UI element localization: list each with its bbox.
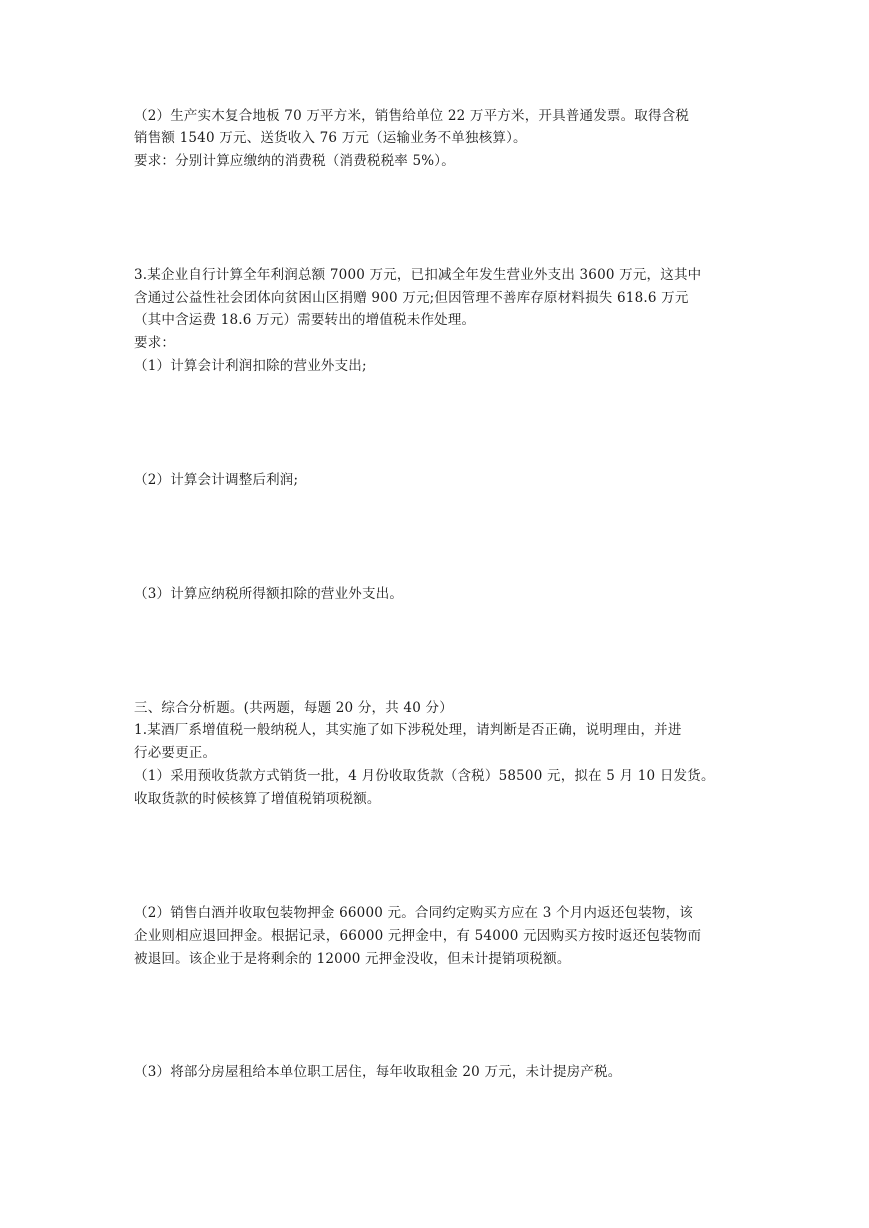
section3-heading: 三、综合分析题。(共两题，每题 20 分，共 40 分） [134,700,453,716]
q2-part2-line2: 销售额 1540 万元、送货收入 76 万元（运输业务不单独核算）。 [134,130,527,146]
q3-line2: 含通过公益性社会团体向贫困山区捐赠 900 万元;但因管理不善库存原材料损失 618.6 万元 [134,290,689,306]
section3-sub2-line2: 企业则相应退回押金。根据记录，66000 元押金中，有 54000 元因购买方按时返还包装物而 [134,928,702,944]
q3-sub2: （2）计算会计调整后利润; [134,472,299,488]
q3-line1: 3.某企业自行计算全年利润总额 7000 万元，已扣减全年发生营业外支出 3600 万元，这其中 [134,267,702,283]
q3-line3: （其中含运费 18.6 万元）需要转出的增值税未作处理。 [134,312,476,328]
section3-sub2-line3: 被退回。该企业于是将剩余的 12000 元押金没收，但未计提销项税额。 [134,951,571,967]
q3-sub3: （3）计算应纳税所得额扣除的营业外支出。 [134,586,404,602]
section3-sub3-line1: （3）将部分房屋租给本单位职工居住，每年收取租金 20 万元，未计提房产税。 [134,1064,622,1080]
section3-q1-line1: 1.某酒厂系增值税一般纳税人，其实施了如下涉税处理，请判断是否正确，说明理由，并进 [134,722,682,738]
section3-q1-line2: 行必要更正。 [134,745,217,761]
section3-sub1-line2: 收取货款的时候核算了增值税销项税额。 [134,791,381,807]
q3-requirement-label: 要求： [134,335,176,351]
q2-part2-line1: （2）生产实木复合地板 70 万平方米，销售给单位 22 万平方米，开具普通发票。取得含税 [134,108,690,124]
q3-sub1: （1）计算会计利润扣除的营业外支出; [134,358,367,374]
section3-sub2-line1: （2）销售白酒并收取包装物押金 66000 元。合同约定购买方应在 3 个月内返还包装物，该 [134,905,693,921]
q2-part2-requirement: 要求：分别计算应缴纳的消费税（消费税税率 5%）。 [134,153,455,169]
section3-sub1-line1: （1）采用预收货款方式销货一批，4 月份收取货款（含税）58500 元，拟在 5 月 10 日发货。 [134,768,715,784]
